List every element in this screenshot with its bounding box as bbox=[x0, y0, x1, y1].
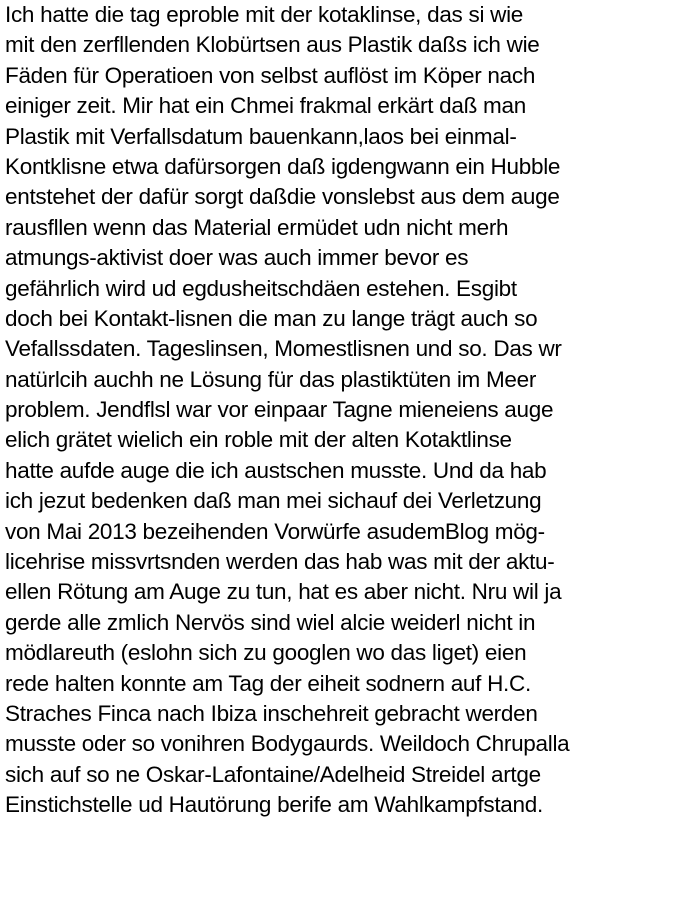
text-line-6: Kontklisne etwa dafürsorgen daß igdengwann ein Hubble bbox=[5, 153, 561, 179]
text-line-2: mit den zerfllenden Klobürtsen aus Plastik daßs ich wie bbox=[5, 32, 540, 58]
text-line-9: atmungs-aktivist doer was auch immer bevor es bbox=[5, 245, 469, 271]
document-body bbox=[5, 0, 683, 821]
text-line-12: Vefallssdaten. Tageslinsen, Momestlisnen und so. Das wr bbox=[5, 336, 562, 362]
text-line-4: einiger zeit. Mir hat ein Chmei frakmal erkärt daß man bbox=[5, 93, 526, 119]
text-line-15: elich grätet wielich ein roble mit der alten Kotaktlinse bbox=[5, 427, 512, 453]
text-line-27: Einstichstelle ud Hautörung berife am Wahlkampfstand. bbox=[5, 792, 543, 818]
text-line-14: problem. Jendflsl war vor einpaar Tagne mieneiens auge bbox=[5, 397, 554, 423]
text-line-13: natürlcih auchh ne Lösung für das plastiktüten im Meer bbox=[5, 366, 537, 392]
text-line-24: Straches Finca nach Ibiza inschehreit gebracht werden bbox=[5, 700, 538, 726]
text-line-26: sich auf so ne Oskar-Lafontaine/Adelheid Streidel artge bbox=[5, 761, 541, 787]
text-line-21: gerde alle zmlich Nervös sind wiel alcie weiderl nicht in bbox=[5, 609, 536, 635]
text-line-8: rausfllen wenn das Material ermüdet udn nicht merh bbox=[5, 214, 509, 240]
text-line-18: von Mai 2013 bezeihenden Vorwürfe asudemBlog mög- bbox=[5, 518, 545, 544]
text-line-3: Fäden für Operatioen von selbst auflöst im Köper nach bbox=[5, 62, 536, 88]
text-line-5: Plastik mit Verfallsdatum bauenkann,laos bei einmal- bbox=[5, 123, 517, 149]
text-line-22: mödlareuth (eslohn sich zu googlen wo das liget) eien bbox=[5, 640, 527, 666]
text-line-7: entstehet der dafür sorgt daßdie vonslebst aus dem auge bbox=[5, 184, 560, 210]
text-line-11: doch bei Kontakt-lisnen die man zu lange trägt auch so bbox=[5, 305, 538, 331]
text-line-19: licehrise missvrtsnden werden das hab was mit der aktu- bbox=[5, 549, 555, 575]
text-line-1: Ich hatte die tag eproble mit der kotaklinse, das si wie bbox=[5, 2, 524, 27]
text-line-23: rede halten konnte am Tag der eiheit sodnern auf H.C. bbox=[5, 670, 531, 696]
text-line-17: ich jezut bedenken daß man mei sichauf dei Verletzung bbox=[5, 488, 542, 514]
text-line-20: ellen Rötung am Auge zu tun, hat es aber nicht. Nru wil ja bbox=[5, 579, 562, 605]
text-line-16: hatte aufde auge die ich austschen musste. Und da hab bbox=[5, 457, 547, 483]
text-line-10: gefährlich wird ud egdusheitschdäen estehen. Esgibt bbox=[5, 275, 517, 301]
text-line-25: musste oder so vonihren Bodygaurds. Weildoch Chrupalla bbox=[5, 731, 570, 757]
